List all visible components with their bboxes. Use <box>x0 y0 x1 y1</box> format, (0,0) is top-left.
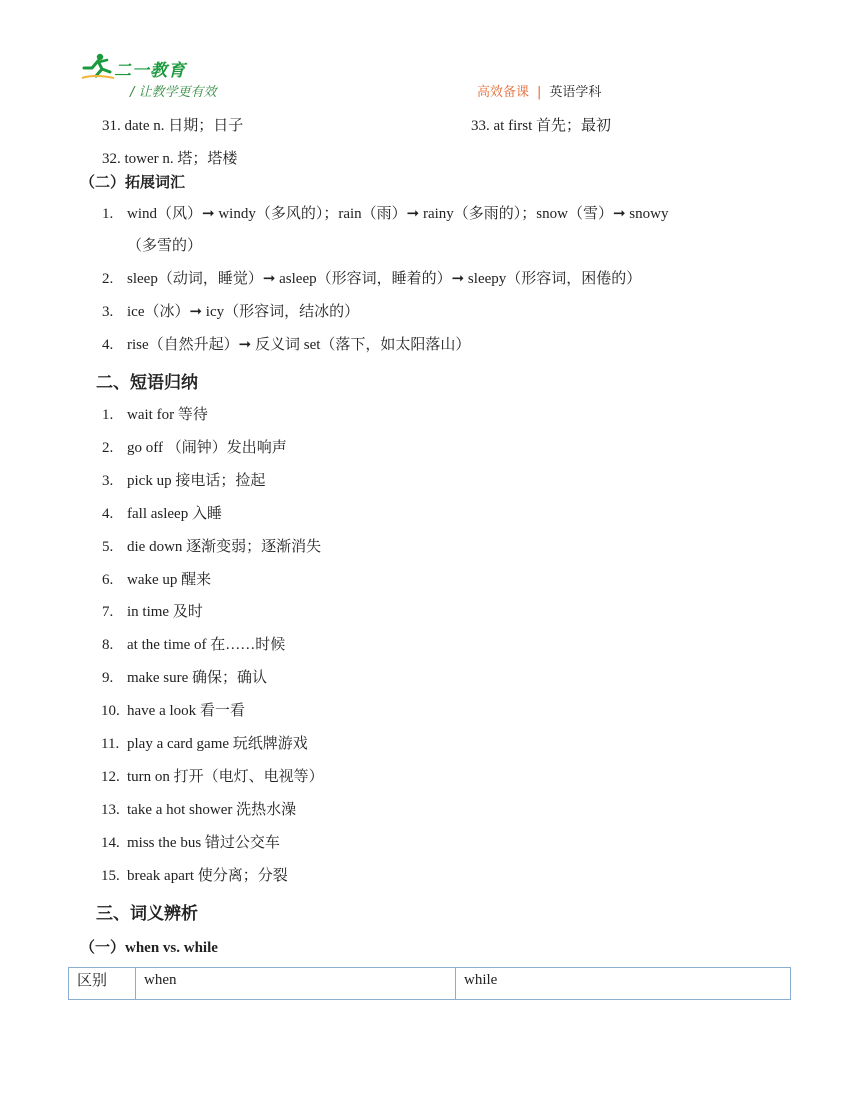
list-item <box>102 635 285 655</box>
list-item <box>102 269 641 289</box>
list-item <box>101 866 288 886</box>
item-text: miss the bus 错过公交车 <box>127 835 280 851</box>
list-item <box>102 335 470 355</box>
item-text: take a hot shower 洗热水澡 <box>127 802 297 818</box>
vocab-item-31: 31. date n. 日期；日子 <box>102 118 244 134</box>
slogan: / 让教学更有效 <box>130 85 217 100</box>
item-number: 9. <box>102 670 114 686</box>
item-number: 3. <box>102 473 114 489</box>
item-text: play a card game 玩纸牌游戏 <box>127 736 308 752</box>
list-item <box>102 438 287 458</box>
item-number: 2. <box>102 271 114 287</box>
table-header-cell: when <box>136 968 456 999</box>
extended-vocab-heading: （二）拓展词汇 <box>80 173 186 191</box>
header-subject-label: 英语学科 <box>549 85 602 100</box>
item-number: 7. <box>102 604 114 620</box>
item-number: 1. <box>102 206 114 222</box>
table-header-cell: while <box>464 972 498 988</box>
comparison-table <box>68 967 791 1000</box>
list-item <box>102 537 321 557</box>
item-number: 11. <box>101 736 120 752</box>
list-item <box>102 602 203 622</box>
item-text: turn on 打开（电灯、电视等） <box>127 769 324 785</box>
analysis-heading: 三、词义辨析 <box>96 904 198 924</box>
item-text: break apart 使分离；分裂 <box>127 868 288 884</box>
item-text: wait for 等待 <box>127 407 208 423</box>
list-item <box>101 767 324 787</box>
item-number: 2. <box>102 440 114 456</box>
item-number: 4. <box>102 506 114 522</box>
item-text: die down 逐渐变弱；逐渐消失 <box>127 539 322 555</box>
item-text: ice（冰）➞ icy（形容词，结冰的） <box>127 304 360 320</box>
item-text: in time 及时 <box>127 604 203 620</box>
list-item <box>102 668 267 688</box>
item-text: fall asleep 入睡 <box>127 506 222 522</box>
list-item <box>101 800 296 820</box>
phrases-heading: 二、短语归纳 <box>96 373 198 393</box>
list-item <box>102 570 211 590</box>
item-number: 13. <box>101 802 120 818</box>
item-number: 12. <box>101 769 120 785</box>
item-number: 8. <box>102 637 114 653</box>
list-item-continuation: （多雪的） <box>127 238 203 254</box>
item-number: 14. <box>101 835 120 851</box>
item-text: rise（自然升起）➞ 反义词 set（落下，如太阳落山） <box>127 337 471 353</box>
item-number: 10. <box>101 703 120 719</box>
item-number: 15. <box>101 868 120 884</box>
vocab-item-33: 33. at first 首先；最初 <box>471 118 611 134</box>
item-number: 4. <box>102 337 114 353</box>
logo-text: 二一教育 <box>114 61 186 81</box>
list-item <box>101 734 308 754</box>
item-number: 5. <box>102 539 114 555</box>
list-item <box>102 471 265 491</box>
item-text: wind（风）➞ windy（多风的）；rain（雨）➞ rainy（多雨的）；snow（雪）➞ snowy <box>127 206 669 222</box>
header-separator: | <box>537 85 542 100</box>
item-text: make sure 确保；确认 <box>127 670 267 686</box>
item-number: 3. <box>102 304 114 320</box>
item-text: at the time of 在……时候 <box>127 637 286 653</box>
list-item <box>102 204 668 224</box>
item-text: have a look 看一看 <box>127 703 245 719</box>
header-subject <box>477 81 601 100</box>
list-item <box>102 504 222 524</box>
item-text: wake up 醒来 <box>127 572 212 588</box>
list-item <box>101 833 280 853</box>
list-item <box>101 701 245 721</box>
list-item <box>102 302 359 322</box>
vocab-item-32: 32. tower n. 塔；塔楼 <box>102 151 238 167</box>
item-text: go off （闹钟）发出响声 <box>127 440 287 456</box>
analysis-subheading: （一）when vs. while <box>80 940 218 956</box>
table-header-cell: 区别 <box>69 968 136 999</box>
item-text: pick up 接电话；捡起 <box>127 473 266 489</box>
logo <box>80 52 240 82</box>
list-item <box>102 405 208 425</box>
header-accent: 高效备课 <box>477 85 530 100</box>
item-number: 6. <box>102 572 114 588</box>
item-text: sleep（动词，睡觉）➞ asleep（形容词，睡着的）➞ sleepy（形容词，困倦的） <box>127 271 642 287</box>
item-number: 1. <box>102 407 114 423</box>
